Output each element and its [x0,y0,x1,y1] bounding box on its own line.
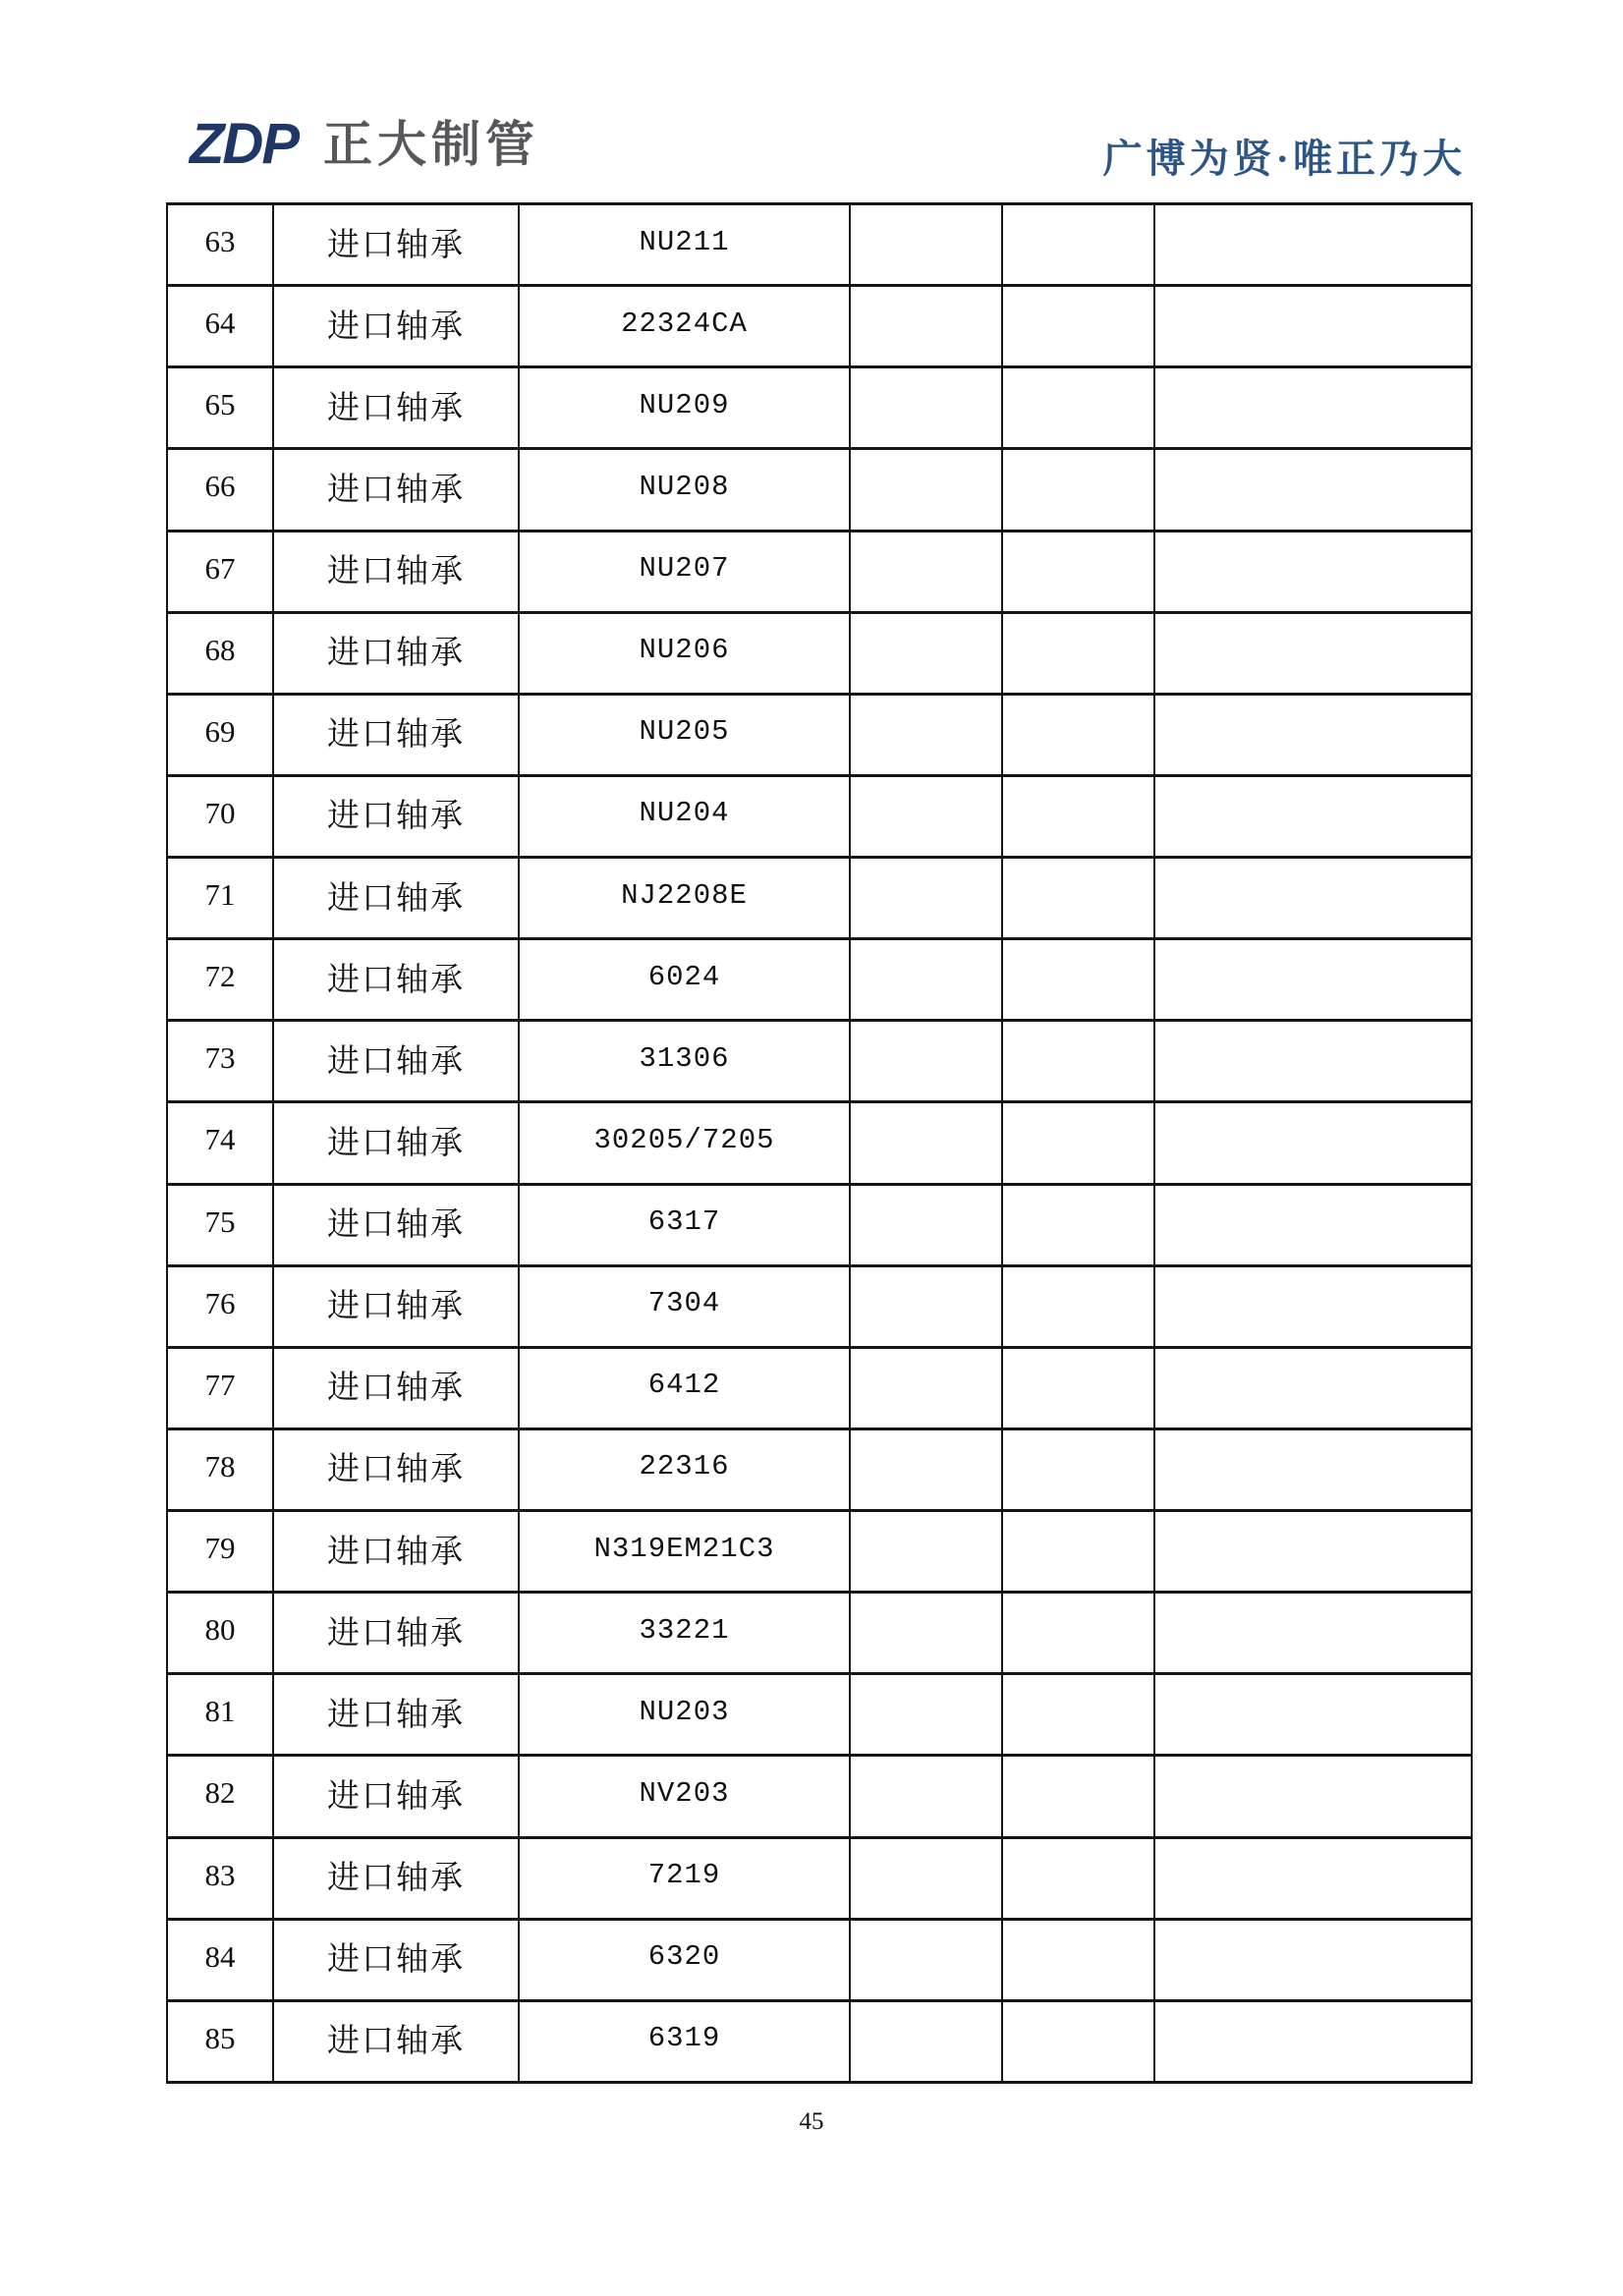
row-number-cell: 76 [167,1265,273,1347]
model-cell: NU205 [519,694,850,775]
empty-cell-2 [1002,694,1154,775]
category-cell: 进口轴承 [273,612,519,694]
model-cell: 6024 [519,939,850,1021]
row-number-cell: 81 [167,1674,273,1756]
model-cell: 22316 [519,1428,850,1510]
empty-cell-1 [850,1674,1002,1756]
category-cell: 进口轴承 [273,1428,519,1510]
empty-cell-2 [1002,1347,1154,1428]
empty-cell-1 [850,694,1002,775]
table-row [167,1593,1472,1674]
row-number-cell: 69 [167,694,273,775]
empty-cell-2 [1002,1021,1154,1102]
empty-cell-3 [1154,1265,1472,1347]
empty-cell-1 [850,1102,1002,1184]
empty-cell-1 [850,204,1002,286]
empty-cell-1 [850,531,1002,612]
category-cell: 进口轴承 [273,1021,519,1102]
empty-cell-1 [850,775,1002,857]
empty-cell-2 [1002,775,1154,857]
category-cell: 进口轴承 [273,1837,519,1919]
empty-cell-1 [850,1347,1002,1428]
empty-cell-3 [1154,1837,1472,1919]
category-cell: 进口轴承 [273,204,519,286]
model-cell: NU203 [519,1674,850,1756]
row-number-cell: 70 [167,775,273,857]
table-row [167,2000,1472,2082]
model-cell: 6317 [519,1184,850,1265]
row-number-cell: 77 [167,1347,273,1428]
category-cell: 进口轴承 [273,531,519,612]
company-logo [190,112,539,176]
category-cell: 进口轴承 [273,1347,519,1428]
empty-cell-2 [1002,531,1154,612]
empty-cell-3 [1154,1756,1472,1837]
empty-cell-2 [1002,939,1154,1021]
model-cell: 7219 [519,1837,850,1919]
table-row [167,1919,1472,2000]
empty-cell-3 [1154,1674,1472,1756]
category-cell: 进口轴承 [273,1919,519,2000]
category-cell: 进口轴承 [273,1184,519,1265]
row-number-cell: 78 [167,1428,273,1510]
empty-cell-2 [1002,612,1154,694]
model-cell: NU207 [519,531,850,612]
model-cell: NU206 [519,612,850,694]
empty-cell-1 [850,1593,1002,1674]
row-number-cell: 75 [167,1184,273,1265]
model-cell: NU204 [519,775,850,857]
model-cell: NU211 [519,204,850,286]
empty-cell-3 [1154,612,1472,694]
category-cell: 进口轴承 [273,1511,519,1593]
model-cell: NV203 [519,1756,850,1837]
category-cell: 进口轴承 [273,1674,519,1756]
company-slogan: 广博为贤·唯正乃大 [1102,137,1466,181]
empty-cell-1 [850,2000,1002,2082]
model-cell: 31306 [519,1021,850,1102]
category-cell: 进口轴承 [273,286,519,367]
empty-cell-3 [1154,1428,1472,1510]
model-cell: 6320 [519,1919,850,2000]
model-cell: 7304 [519,1265,850,1347]
empty-cell-3 [1154,286,1472,367]
row-number-cell: 63 [167,204,273,286]
table-row [167,1837,1472,1919]
logo-zdp-mark: ZDP [190,112,298,176]
table-row [167,1265,1472,1347]
category-cell: 进口轴承 [273,775,519,857]
empty-cell-1 [850,939,1002,1021]
empty-cell-1 [850,367,1002,449]
category-cell: 进口轴承 [273,449,519,531]
model-cell: 22324CA [519,286,850,367]
empty-cell-2 [1002,1837,1154,1919]
table-row [167,1756,1472,1837]
empty-cell-3 [1154,939,1472,1021]
empty-cell-2 [1002,286,1154,367]
table-row [167,1184,1472,1265]
empty-cell-3 [1154,1347,1472,1428]
model-cell: NU208 [519,449,850,531]
empty-cell-2 [1002,1511,1154,1593]
row-number-cell: 80 [167,1593,273,1674]
row-number-cell: 73 [167,1021,273,1102]
empty-cell-2 [1002,367,1154,449]
empty-cell-1 [850,612,1002,694]
table-row [167,1428,1472,1510]
empty-cell-2 [1002,1674,1154,1756]
empty-cell-1 [850,1428,1002,1510]
row-number-cell: 64 [167,286,273,367]
table-row [167,204,1472,286]
page-number: 45 [799,2108,824,2135]
table-row [167,939,1472,1021]
parts-table-body [167,204,1472,2083]
empty-cell-3 [1154,694,1472,775]
category-cell: 进口轴承 [273,939,519,1021]
empty-cell-2 [1002,449,1154,531]
empty-cell-3 [1154,1184,1472,1265]
row-number-cell: 72 [167,939,273,1021]
empty-cell-1 [850,449,1002,531]
empty-cell-2 [1002,1265,1154,1347]
category-cell: 进口轴承 [273,2000,519,2082]
empty-cell-2 [1002,858,1154,939]
row-number-cell: 82 [167,1756,273,1837]
table-row [167,858,1472,939]
empty-cell-3 [1154,858,1472,939]
category-cell: 进口轴承 [273,367,519,449]
row-number-cell: 66 [167,449,273,531]
empty-cell-3 [1154,2000,1472,2082]
model-cell: 33221 [519,1593,850,1674]
empty-cell-3 [1154,775,1472,857]
table-row [167,694,1472,775]
row-number-cell: 68 [167,612,273,694]
table-row [167,1347,1472,1428]
model-cell: 30205/7205 [519,1102,850,1184]
empty-cell-2 [1002,1102,1154,1184]
empty-cell-1 [850,1919,1002,2000]
empty-cell-1 [850,1265,1002,1347]
category-cell: 进口轴承 [273,1102,519,1184]
model-cell: 6319 [519,2000,850,2082]
empty-cell-3 [1154,1919,1472,2000]
empty-cell-2 [1002,1428,1154,1510]
empty-cell-3 [1154,1021,1472,1102]
empty-cell-3 [1154,1511,1472,1593]
empty-cell-2 [1002,204,1154,286]
empty-cell-2 [1002,1593,1154,1674]
empty-cell-2 [1002,1184,1154,1265]
row-number-cell: 85 [167,2000,273,2082]
table-row [167,286,1472,367]
parts-table [166,202,1473,2084]
logo-company-name: 正大制管 [323,117,539,172]
row-number-cell: 83 [167,1837,273,1919]
category-cell: 进口轴承 [273,1593,519,1674]
table-row [167,1102,1472,1184]
row-number-cell: 65 [167,367,273,449]
empty-cell-1 [850,1837,1002,1919]
empty-cell-1 [850,858,1002,939]
model-cell: N319EM21C3 [519,1511,850,1593]
category-cell: 进口轴承 [273,1265,519,1347]
empty-cell-3 [1154,204,1472,286]
row-number-cell: 79 [167,1511,273,1593]
empty-cell-1 [850,1184,1002,1265]
model-cell: NU209 [519,367,850,449]
empty-cell-3 [1154,531,1472,612]
table-row [167,1674,1472,1756]
empty-cell-2 [1002,1919,1154,2000]
table-row [167,531,1472,612]
table-row [167,1021,1472,1102]
empty-cell-3 [1154,367,1472,449]
table-row [167,612,1472,694]
empty-cell-1 [850,1511,1002,1593]
empty-cell-1 [850,286,1002,367]
empty-cell-3 [1154,1102,1472,1184]
row-number-cell: 84 [167,1919,273,2000]
category-cell: 进口轴承 [273,858,519,939]
table-row [167,449,1472,531]
table-row [167,1511,1472,1593]
row-number-cell: 71 [167,858,273,939]
model-cell: NJ2208E [519,858,850,939]
empty-cell-3 [1154,449,1472,531]
category-cell: 进口轴承 [273,694,519,775]
model-cell: 6412 [519,1347,850,1428]
empty-cell-1 [850,1021,1002,1102]
row-number-cell: 67 [167,531,273,612]
row-number-cell: 74 [167,1102,273,1184]
empty-cell-2 [1002,1756,1154,1837]
table-row [167,367,1472,449]
category-cell: 进口轴承 [273,1756,519,1837]
empty-cell-3 [1154,1593,1472,1674]
table-row [167,775,1472,857]
empty-cell-2 [1002,2000,1154,2082]
empty-cell-1 [850,1756,1002,1837]
